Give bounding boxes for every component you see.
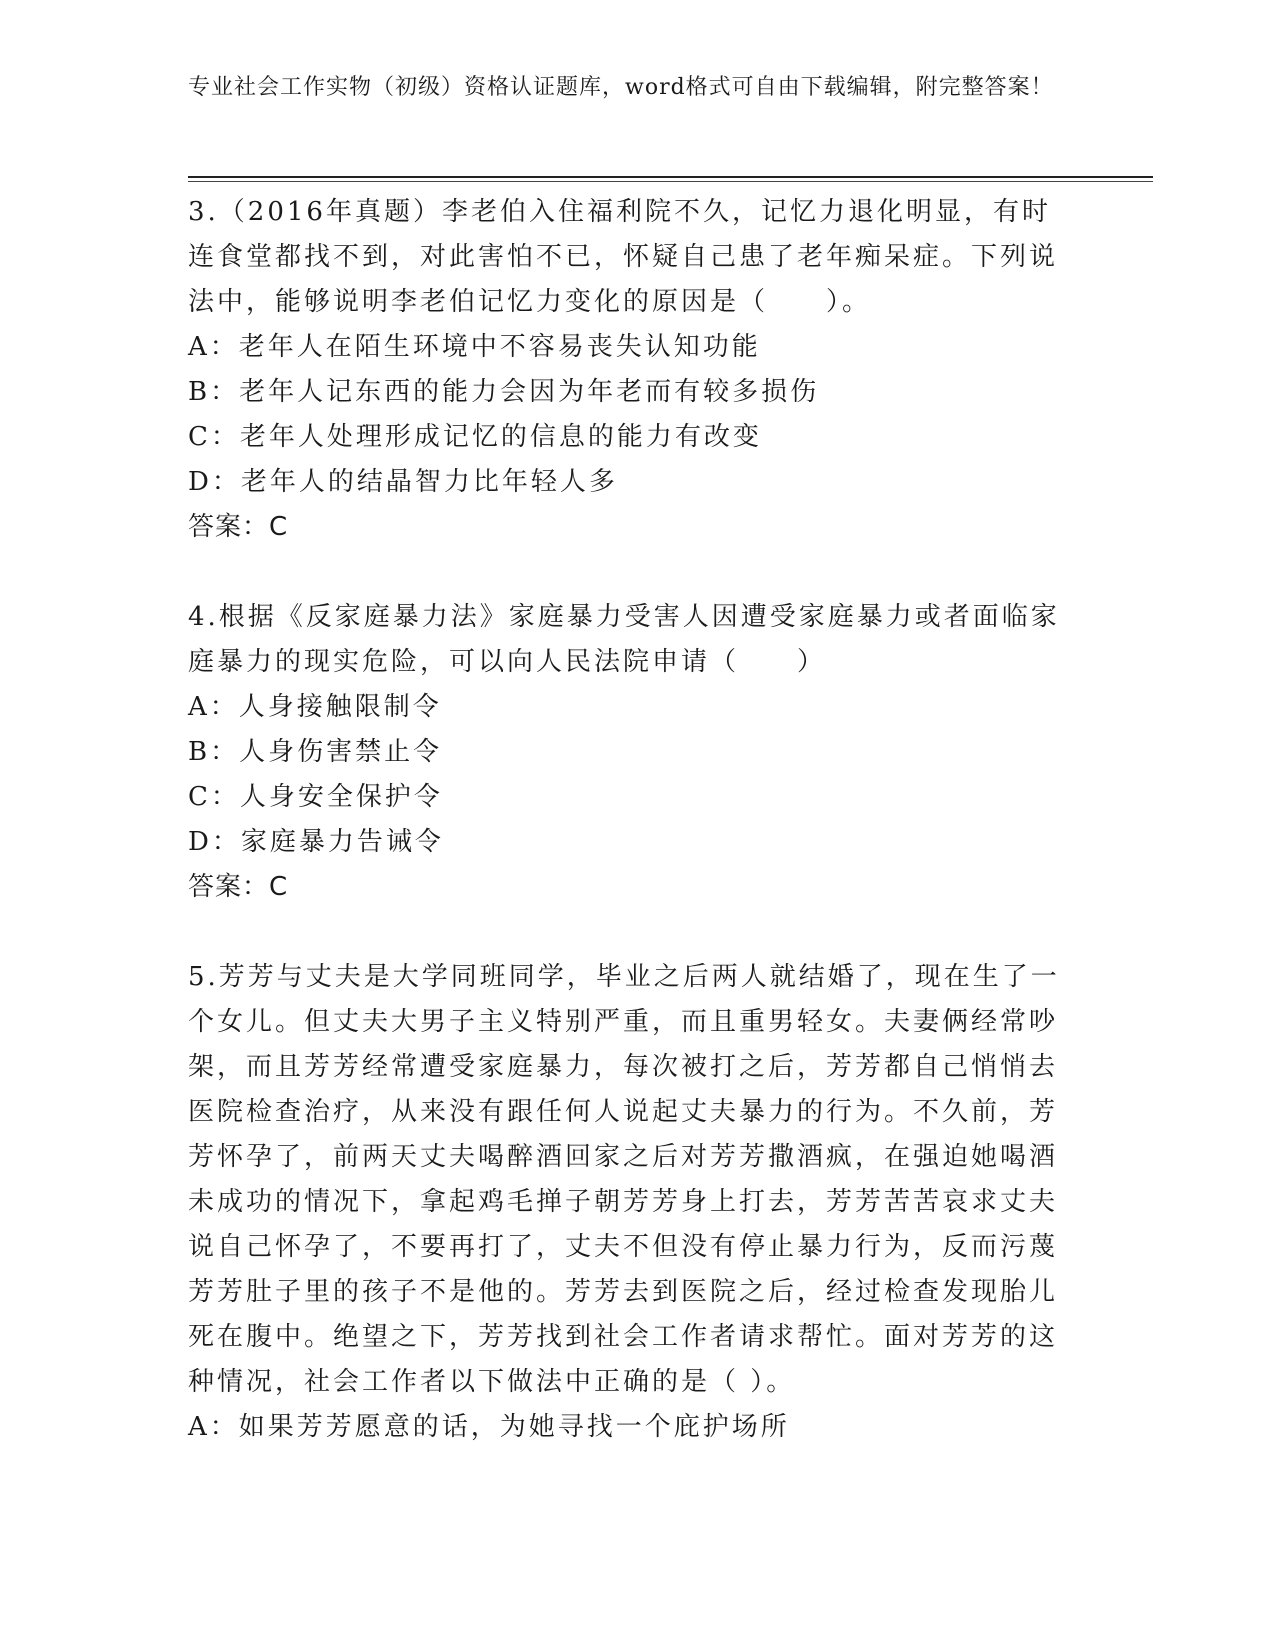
answer-line: 答案：C <box>188 872 289 902</box>
question-list <box>188 190 1068 1450</box>
question-spacer <box>188 550 1068 595</box>
option-b: B：老年人记东西的能力会因为年老而有较多损伤 <box>188 377 820 407</box>
option-d: D：家庭暴力告诫令 <box>188 827 444 857</box>
answer-line: 答案：C <box>188 512 289 542</box>
header-rule-thin <box>188 181 1153 182</box>
option-c: C：人身安全保护令 <box>188 782 443 812</box>
question-spacer <box>188 910 1068 955</box>
document-header: 专业社会工作实物（初级）资格认证题库，word格式可自由下载编辑，附完整答案！ <box>188 75 1054 100</box>
option-d: D：老年人的结晶智力比年轻人多 <box>188 467 618 497</box>
header-rule <box>188 176 1153 178</box>
question-stem: 3.（2016年真题）李老伯入住福利院不久，记忆力退化明显，有时连食堂都找不到，对此害怕不已，怀疑自己患了老年痴呆症。下列说法中，能够说明李老伯记忆力变化的原因是（ ）。 <box>188 197 1059 317</box>
question-3 <box>188 190 1068 550</box>
option-a: A：老年人在陌生环境中不容易丧失认知功能 <box>188 332 761 362</box>
question-4 <box>188 595 1068 910</box>
option-c: C：老年人处理形成记忆的信息的能力有改变 <box>188 422 762 452</box>
option-a: A：如果芳芳愿意的话，为她寻找一个庇护场所 <box>188 1412 790 1442</box>
question-stem: 4.根据《反家庭暴力法》家庭暴力受害人因遭受家庭暴力或者面临家庭暴力的现实危险，可以向人民法院申请（ ） <box>188 602 1060 677</box>
question-stem: 5.芳芳与丈夫是大学同班同学，毕业之后两人就结婚了，现在生了一个女儿。但丈夫大男子主义特别严重，而且重男轻女。夫妻俩经常吵架，而且芳芳经常遭受家庭暴力，每次被打之后，芳芳都自己悄悄去医院检查治疗，从来没有跟任何人说起丈夫暴力的行为。不久前，芳芳怀孕了，前两天丈夫喝醉酒回家之后对芳芳撒酒疯，在强迫她喝酒未成功的情况下，拿起鸡毛掸子朝芳芳身上打去，芳芳苦苦哀求丈夫说自己怀孕了，不要再打了，丈夫不但没有停止暴力行为，反而污蔑芳芳肚子里的孩子不是他的。芳芳去到医院之后，经过检查发现胎儿死在腹中。绝望之下，芳芳找到社会工作者请求帮忙。面对芳芳的这种情况，社会工作者以下做法中正确的是（ ）。 <box>188 962 1060 1397</box>
option-a: A：人身接触限制令 <box>188 692 442 722</box>
option-b: B：人身伤害禁止令 <box>188 737 443 767</box>
question-5 <box>188 955 1068 1450</box>
